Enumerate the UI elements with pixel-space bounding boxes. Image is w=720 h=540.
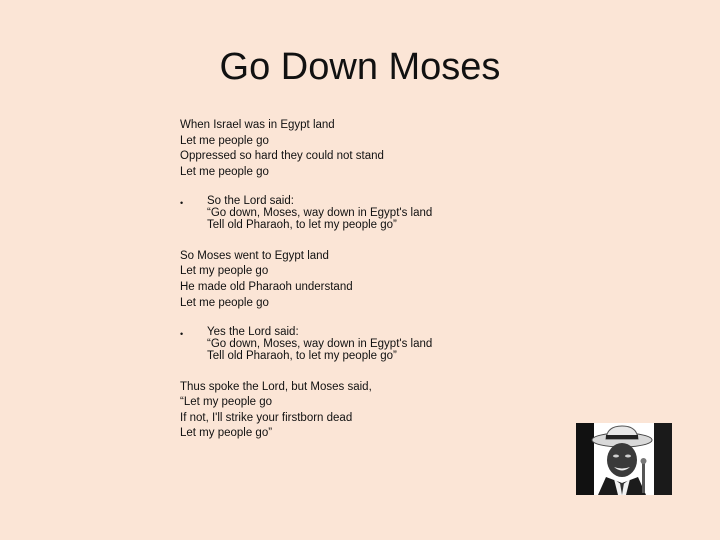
chorus-2: [180, 327, 580, 362]
lyric-line: “Let my people go: [180, 396, 273, 409]
lyric-line: “Go down, Moses, way down in Egypt's land: [207, 207, 433, 220]
lyric-line: Tell old Pharaoh, to let my people go”: [207, 349, 397, 362]
lyric-line: “Go down, Moses, way down in Egypt's land: [207, 337, 433, 350]
slide-title: Go Down Moses: [219, 46, 501, 88]
singer-portrait-photo: [576, 423, 672, 495]
lyric-line: Tell old Pharaoh, to let my people go”: [207, 218, 397, 231]
lyric-line: Yes the Lord said:: [207, 326, 299, 339]
verse-1: [180, 118, 580, 180]
lyric-line: Let me people go: [180, 134, 269, 147]
lyric-line: So the Lord said:: [207, 195, 294, 208]
verse-2: [180, 249, 580, 311]
lyric-line: Let my people go”: [180, 427, 273, 440]
verse-3: [180, 380, 580, 442]
lyric-line: Thus spoke the Lord, but Moses said,: [180, 380, 372, 393]
lyric-line: Oppressed so hard they could not stand: [180, 150, 384, 163]
portrait-image: [576, 423, 672, 495]
lyric-line: Let my people go: [180, 265, 269, 278]
bullet-icon: •: [180, 329, 184, 340]
chorus-1: [180, 196, 580, 231]
lyric-line: When Israel was in Egypt land: [180, 119, 335, 131]
lyrics-body: [180, 118, 580, 442]
lyric-line: He made old Pharaoh understand: [180, 280, 353, 293]
lyric-line: Let me people go: [180, 165, 269, 178]
bullet-icon: •: [180, 198, 184, 209]
lyric-line: Let me people go: [180, 296, 269, 309]
lyric-line: If not, I'll strike your firstborn dead: [180, 411, 353, 424]
lyric-line: So Moses went to Egypt land: [180, 249, 329, 262]
